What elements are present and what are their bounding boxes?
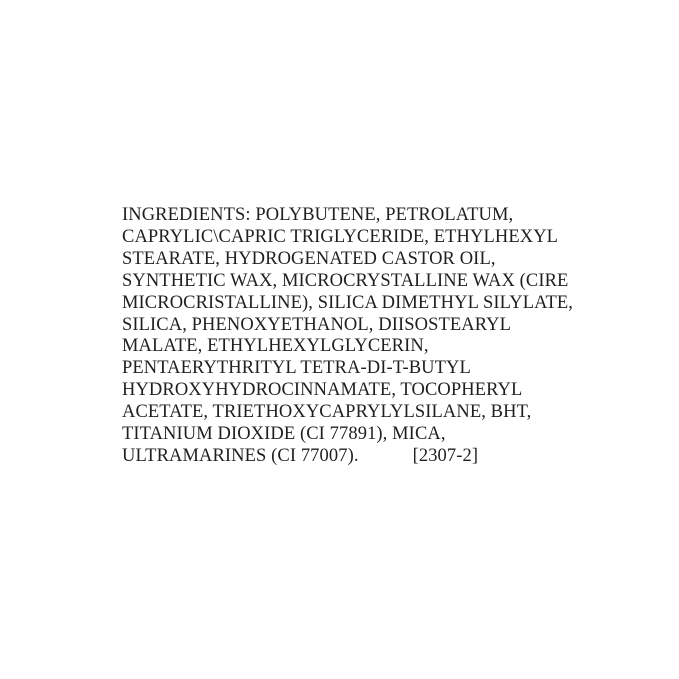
ingredients-line: INGREDIENTS: POLYBUTENE, PETROLATUM,	[122, 205, 514, 225]
ingredients-line: SYNTHETIC WAX, MICROCRYSTALLINE WAX (CIRE	[122, 270, 569, 291]
ingredients-line: TITANIUM DIOXIDE (CI 77891), MICA,	[122, 424, 446, 445]
ingredients-line: STEARATE, HYDROGENATED CASTOR OIL,	[122, 248, 496, 269]
ingredients-line: MICROCRISTALLINE), SILICA DIMETHYL SILYLATE,	[122, 292, 574, 313]
ingredients-line: CAPRYLIC\CAPRIC TRIGLYCERIDE, ETHYLHEXYL	[122, 226, 559, 247]
batch-code: [2307-2]	[412, 445, 479, 466]
ingredients-line: MALATE, ETHYLHEXYLGLYCERIN,	[122, 336, 429, 357]
ingredients-line: SILICA, PHENOXYETHANOL, DIISOSTEARYL	[122, 314, 512, 335]
ingredients-line: ACETATE, TRIETHOXYCAPRYLYLSILANE, BHT,	[122, 402, 532, 423]
ingredients-line-text: ULTRAMARINES (CI 77007).	[122, 445, 359, 466]
ingredients-line: HYDROXYHYDROCINNAMATE, TOCOPHERYL	[122, 380, 523, 401]
ingredients-text-block	[122, 205, 592, 468]
ingredients-line: PENTAERYTHRITYL TETRA-DI-T-BUTYL	[122, 358, 471, 379]
ingredients-line	[122, 446, 592, 468]
